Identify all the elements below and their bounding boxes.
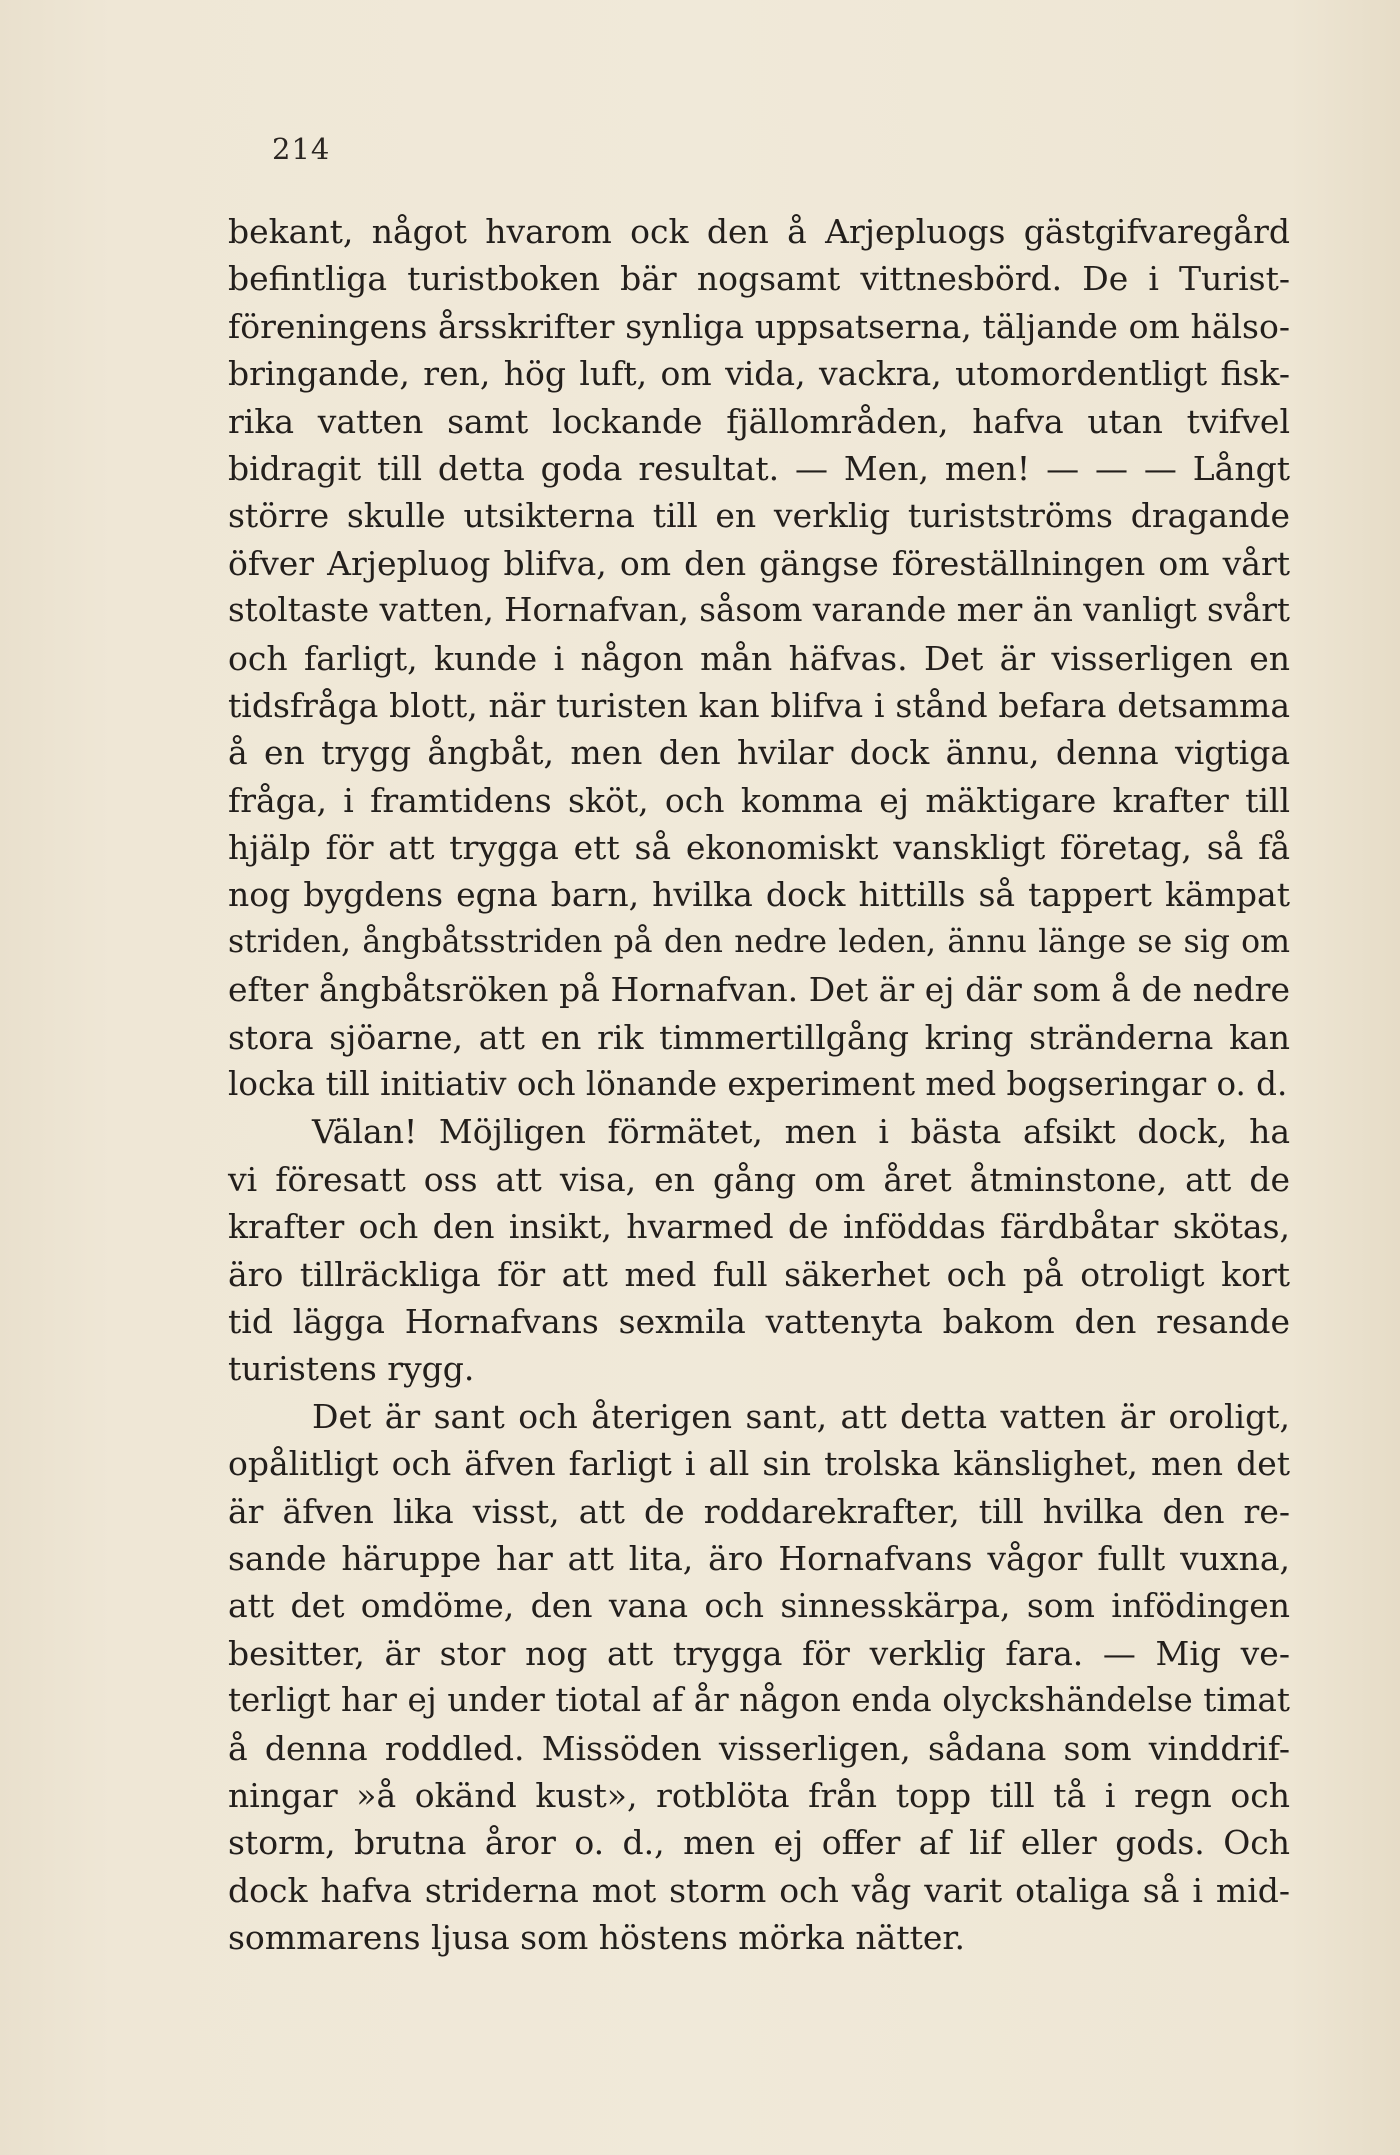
text-line: opålitligt och äfven farligt i all sin trolska känslighet, men det [228,1444,1290,1484]
text-line: att det omdöme, den vana och sinnesskärpa, som infödingen [228,1586,1290,1626]
text-line: tid lägga Hornafvans sexmila vattenyta bakom den resande [228,1301,1290,1341]
text-line: locka till initiativ och lönande experiment med bogseringar o. d. [228,1065,1288,1104]
text-line: Välan! Möjligen förmätet, men i bästa afsikt dock, ha [312,1112,1290,1152]
text-line: tidsfråga blott, när turisten kan blifva i stånd befara detsamma [228,685,1290,725]
text-line: hjälp för att trygga ett så ekonomiskt vanskligt företag, så få [228,828,1290,868]
page-number: 214 [272,132,331,166]
text-line: äro tillräckliga för att med full säkerhet och på otroligt kort [228,1254,1290,1294]
body-text [228,208,1290,1961]
text-line: efter ångbåtsröken på Hornafvan. Det är ej där som å de nedre [228,970,1290,1010]
text-line: å denna roddled. Missöden visserligen, sådana som vinddrif- [228,1728,1290,1768]
text-line: å en trygg ångbåt, men den hvilar dock ännu, denna vigtiga [228,733,1290,773]
text-line: storm, brutna åror o. d., men ej offer af lif eller gods. Och [228,1823,1290,1863]
text-line: turistens rygg. [228,1349,475,1389]
text-line: bekant, något hvarom ock den å Arjepluogs gästgifvaregård [228,212,1290,251]
text-line: bidragit till detta goda resultat. — Men, men! — — — Långt [228,448,1290,488]
text-line: befintliga turistboken bär nogsamt vittnesbörd. De i Turist- [228,259,1290,299]
text-line: fråga, i framtidens sköt, och komma ej mäktigare krafter till [228,780,1290,820]
text-line: stoltaste vatten, Hornafvan, såsom varande mer än vanligt svårt [228,591,1290,630]
text-line: sommarens ljusa som höstens mörka nätter. [228,1918,966,1958]
text-line: bringande, ren, hög luft, om vida, vackra, utomordentligt fisk- [228,354,1290,394]
text-line: krafter och den insikt, hvarmed de inföddas färdbåtar skötas, [228,1207,1290,1247]
text-line: vi föresatt oss att visa, en gång om året åtminstone, att de [228,1159,1290,1199]
text-line: besitter, är stor nog att trygga för verklig fara. — Mig ve- [228,1633,1290,1673]
text-line: sande häruppe har att lita, äro Hornafvans vågor fullt vuxna, [228,1538,1290,1578]
text-line: nog bygdens egna barn, hvilka dock hittills så tappert kämpat [228,875,1290,915]
text-line: terligt har ej under tiotal af år någon enda olyckshändelse timat [228,1681,1290,1720]
text-line: öfver Arjepluog blifva, om den gängse föreställningen om vårt [228,543,1290,583]
text-line: ningar »å okänd kust», rotblöta från topp till tå i regn och [228,1775,1290,1815]
text-line: är äfven lika visst, att de roddarekrafter, till hvilka den re- [228,1491,1290,1531]
text-line: föreningens årsskrifter synliga uppsatserna, täljande om hälso- [228,306,1290,346]
text-line: stora sjöarne, att en rik timmertillgång kring stränderna kan [228,1017,1290,1057]
text-line: och farligt, kunde i någon mån häfvas. Det är visserligen en [228,638,1290,678]
text-line: striden, ångbåtsstriden på den nedre leden, ännu länge se sig om [228,923,1290,960]
text-line: större skulle utsikterna till en verklig turistströms dragande [228,496,1290,536]
text-line: rika vatten samt lockande fjällområden, hafva utan tvifvel [228,401,1290,441]
text-line: dock hafva striderna mot storm och våg varit otaliga så i mid- [228,1870,1290,1910]
text-line: Det är sant och återigen sant, att detta vatten är oroligt, [312,1396,1290,1436]
